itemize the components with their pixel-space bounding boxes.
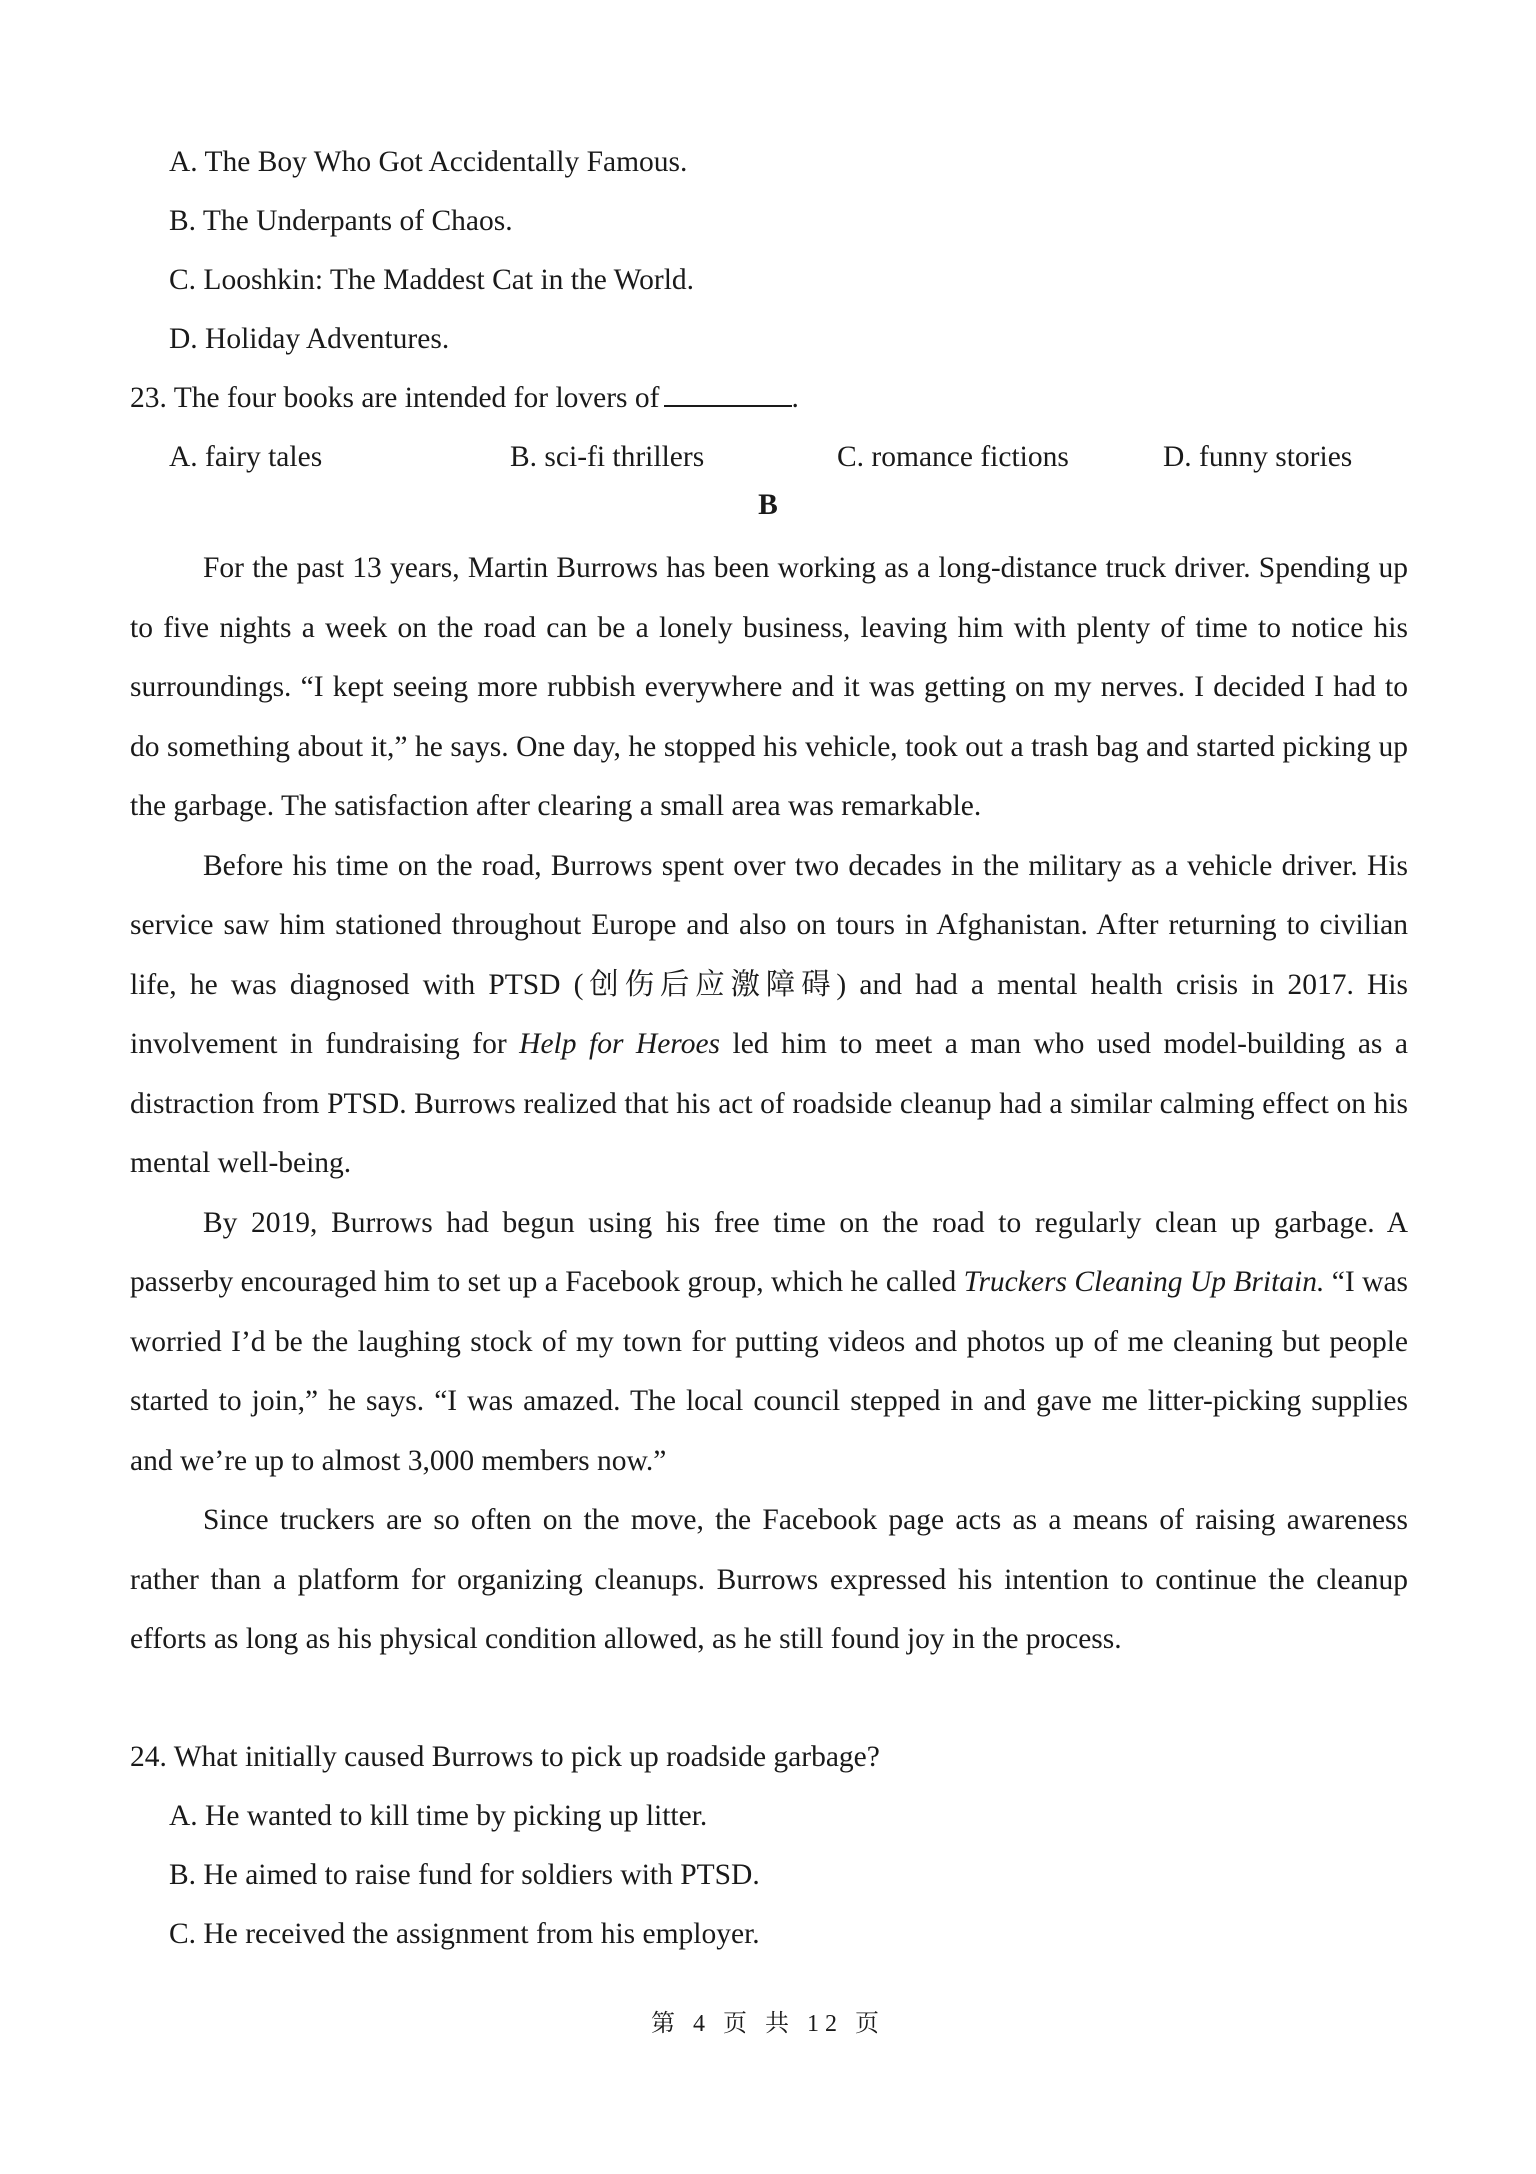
passage-paragraph-3 <box>130 1194 1408 1492</box>
p2-text-a: Before his time on the road, Burrows spent over two decades in the military as a vehicle driver. His service saw him stationed throughout Europe and also on tours in Afghanistan. After returning to civilian life, he was diagnosed with PTSD (创伤后应激障碍) and had a mental health crisis in 2017. His involvement in fundraising for <box>130 849 1408 1060</box>
p2-text-b: led him to meet a man who used model-building as a distraction from PTSD. Burrows realized that his act of roadside cleanup had a similar calming effect on his mental well-being. <box>130 1028 1408 1179</box>
q23-option-a: A. fairy tales <box>169 441 323 473</box>
answer-blank <box>664 381 792 407</box>
q22-option-c: C. Looshkin: The Maddest Cat in the World. <box>169 264 695 296</box>
q24-stem: 24. What initially caused Burrows to pick up roadside garbage? <box>130 1741 880 1773</box>
q23-option-b: B. sci-fi thrillers <box>510 441 705 473</box>
q23-option-d: D. funny stories <box>1163 441 1353 473</box>
q22-option-b: B. The Underpants of Chaos. <box>169 205 513 237</box>
q24-option-b: B. He aimed to raise fund for soldiers with PTSD. <box>169 1859 760 1891</box>
q24-option-c: C. He received the assignment from his employer. <box>169 1918 760 1950</box>
passage-paragraph-1: For the past 13 years, Martin Burrows has been working as a long-distance truck driver. Spending up to five nights a week on the road can be a lonely business, leaving him with plenty of time to notice his surroundings. “I kept seeing more rubbish everywhere and it was getting on my nerves. I decided I had to do something about it,” he says. One day, he stopped his vehicle, took out a trash bag and started picking up the garbage. The satisfaction after clearing a small area was remarkable. <box>130 552 1408 822</box>
p2-italic-title: Help for Heroes <box>519 1028 721 1060</box>
section-heading: B <box>758 489 778 521</box>
q24-option-a: A. He wanted to kill time by picking up litter. <box>169 1800 708 1832</box>
q22-option-d: D. Holiday Adventures. <box>169 323 450 355</box>
q22-option-a: A. The Boy Who Got Accidentally Famous. <box>169 146 688 178</box>
page-footer: 第 4 页 共 12 页 <box>651 2011 885 2037</box>
p3-text-b: “I was worried I’d be the laughing stock of my town for putting videos and photos up of me cleaning but people started to join,” he says. “I was amazed. The local council stepped in and gave me litter-picking supplies and we’re up to almost 3,000 members now.” <box>130 1266 1409 1477</box>
q23-stem-end: . <box>791 382 799 414</box>
p3-italic-title: Truckers Cleaning Up Britain. <box>963 1266 1325 1298</box>
q23-stem <box>130 369 799 429</box>
p3-text-a: By 2019, Burrows had begun using his free time on the road to regularly clean up garbage. A passerby encouraged him to set up a Facebook group, which he called <box>130 1206 1408 1298</box>
passage-paragraph-4: Since truckers are so often on the move, the Facebook page acts as a means of raising awareness rather than a platform for organizing cleanups. Burrows expressed his intention to continue the cleanup efforts as long as his physical condition allowed, as he still found joy in the process. <box>130 1504 1408 1655</box>
passage <box>130 539 1408 1670</box>
q23-option-c: C. romance fictions <box>837 441 1069 473</box>
passage-paragraph-2 <box>130 837 1408 1194</box>
q23-stem-text: 23. The four books are intended for lovers of <box>130 382 660 414</box>
